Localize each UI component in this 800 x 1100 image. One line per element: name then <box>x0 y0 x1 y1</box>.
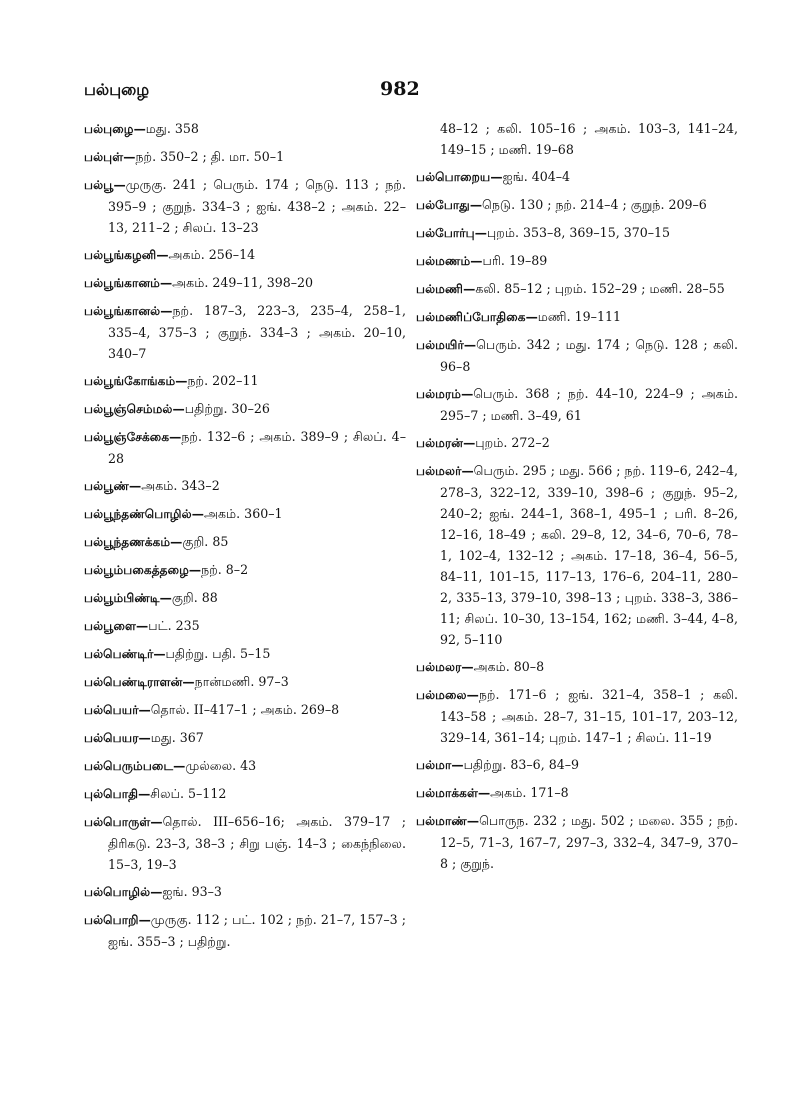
entry-headword: பல்மலர்— <box>416 464 474 478</box>
entry-headword: பல்பூண்— <box>84 479 142 493</box>
entry-headword: பல்மலர— <box>416 660 474 674</box>
entry-references: நற். 171–6 ; ஐங். 321–4, 358–1 ; கலி. 143–58 ; அகம். 28–7, 31–15, 101–17, 203–12, 329–14, 361–14; புறம். 147–1 ; சிலப். 11–19 <box>440 687 738 745</box>
entry-headword: பல்பூளை— <box>84 619 149 633</box>
index-entry <box>416 684 738 748</box>
entry-references: புறம். 272–2 <box>475 435 550 450</box>
index-entry <box>84 755 406 777</box>
index-entry <box>84 244 406 266</box>
entry-headword: பல்பூ— <box>84 178 126 192</box>
entry-references: நற். 350–2 ; தி. மா. 50–1 <box>135 149 285 164</box>
entry-references: குறி. 85 <box>182 534 229 549</box>
index-entry <box>84 671 406 693</box>
entry-headword: பல்மணிப்போதிகை— <box>416 310 538 324</box>
entry-references: பதிற்று. பதி. 5–15 <box>165 646 271 661</box>
entry-references: அகம். 256–14 <box>168 247 256 262</box>
entry-references: பெரும். 342 ; மது. 174 ; நெடு. 128 ; கலி. 96–8 <box>440 337 738 374</box>
entry-references: பொருந. 232 ; மது. 502 ; மலை. 355 ; நற். 12–5, 71–3, 167–7, 297–3, 332–4, 347–9, 370–8 ; குறுந். <box>440 813 738 871</box>
index-entry <box>84 272 406 294</box>
entry-references: அகம். 249–11, 398–20 <box>172 275 314 290</box>
index-entry <box>84 587 406 609</box>
entry-references: மது. 358 <box>145 121 199 136</box>
entry-references: அகம். 80–8 <box>473 659 545 674</box>
entry-headword: பல்பெயர— <box>84 731 151 745</box>
index-entry <box>84 909 406 952</box>
entry-headword: பல்புழை— <box>84 122 146 136</box>
entry-references: நெடு. 130 ; நற். 214–4 ; குறுந். 209–6 <box>482 197 707 212</box>
entry-headword: பல்மணம்— <box>416 254 483 268</box>
entry-references: 48–12 ; கலி. 105–16 ; அகம். 103–3, 141–24, 149–15 ; மணி. 19–68 <box>440 121 738 157</box>
right-column <box>416 118 738 880</box>
entry-headword: புல்பொதி— <box>84 787 151 801</box>
index-entry <box>84 426 406 469</box>
entry-headword: பல்பூந்தண்பொழில்— <box>84 507 204 521</box>
index-entry <box>84 398 406 420</box>
index-entry <box>416 432 738 454</box>
index-entry <box>84 174 406 238</box>
entry-headword: பல்மரன்— <box>416 436 476 450</box>
index-entry <box>416 166 738 188</box>
entry-headword: பல்மலை— <box>416 688 479 702</box>
entry-headword: பல்மா— <box>416 758 464 772</box>
index-entry <box>416 222 738 244</box>
index-entry <box>416 118 738 160</box>
index-entry <box>84 475 406 497</box>
entry-references: அகம். 343–2 <box>141 478 220 493</box>
index-entry <box>416 194 738 216</box>
entry-references: பரி. 19–89 <box>482 253 548 268</box>
index-entry <box>416 250 738 272</box>
running-head: பல்புழை <box>84 80 150 99</box>
entry-headword: பல்பூங்கோங்கம்— <box>84 374 188 388</box>
entry-references: நற். 202–11 <box>187 373 259 388</box>
entry-headword: பல்பெண்டிர்— <box>84 647 166 661</box>
entry-references: பதிற்று. 30–26 <box>184 401 270 416</box>
entry-headword: பல்பெரும்படை— <box>84 759 186 773</box>
entry-headword: பல்மரம்— <box>416 387 474 401</box>
entry-references: நற். 132–6 ; அகம். 389–9 ; சிலப். 4–28 <box>108 429 406 466</box>
entry-headword: பல்பூந்தணக்கம்— <box>84 535 183 549</box>
entry-references: குறி. 88 <box>171 590 218 605</box>
index-entry <box>416 306 738 328</box>
index-entry <box>84 727 406 749</box>
entry-references: ஐங். 93–3 <box>162 884 222 899</box>
entry-references: சிலப். 5–112 <box>150 786 227 801</box>
entry-references: நற். 8–2 <box>201 562 249 577</box>
entry-references: பதிற்று. 83–6, 84–9 <box>463 757 580 772</box>
entry-references: பட். 235 <box>148 618 200 633</box>
index-entry <box>84 559 406 581</box>
entry-headword: பல்புள்— <box>84 150 136 164</box>
index-entry <box>84 146 406 168</box>
entry-references: கலி. 85–12 ; புறம். 152–29 ; மணி. 28–55 <box>475 281 725 296</box>
entry-references: பெரும். 368 ; நற். 44–10, 224–9 ; அகம். 295–7 ; மணி. 3–49, 61 <box>440 386 738 423</box>
entry-headword: பல்பூஞ்செம்மல்— <box>84 402 185 416</box>
entry-references: நற். 187–3, 223–3, 235–4, 258–1, 335–4, 375–3 ; குறுந். 334–3 ; அகம். 20–10, 340–7 <box>108 303 406 361</box>
entry-headword: பல்பொழில்— <box>84 885 163 899</box>
entry-headword: பல்போர்பு— <box>416 226 487 240</box>
entry-references: மது. 367 <box>150 730 204 745</box>
page-number: 982 <box>380 78 420 100</box>
entry-references: முருகு. 112 ; பட். 102 ; நற். 21–7, 157–3 ; ஐங். 355–3 ; பதிற்று. <box>108 912 406 949</box>
entry-references: தொல். III–656–16; அகம். 379–17 ; திரிகடு. 23–3, 38–3 ; சிறு பஞ். 14–3 ; கைந்நிலை. 15–3, 19–3 <box>108 814 406 872</box>
entry-references: நான்மணி. 97–3 <box>194 674 289 689</box>
entry-headword: பல்பெண்டிராளன்— <box>84 675 195 689</box>
index-entry <box>416 754 738 776</box>
entry-references: தொல். II–417–1 ; அகம். 269–8 <box>150 702 340 717</box>
entry-headword: பல்பெயர்— <box>84 703 151 717</box>
index-entry <box>84 370 406 392</box>
index-entry <box>416 383 738 426</box>
entry-references: புறம். 353–8, 369–15, 370–15 <box>486 225 671 240</box>
entry-headword: பல்பூம்பிண்டி— <box>84 591 172 605</box>
entry-references: முருகு. 241 ; பெரும். 174 ; நெடு. 113 ; நற். 395–9 ; குறுந். 334–3 ; ஐங். 438–2 ; அகம். 22–13, 211–2 ; சிலப். 13–23 <box>108 177 406 235</box>
entry-references: ஐங். 404–4 <box>502 169 571 184</box>
entry-headword: பல்பொறைய— <box>416 170 503 184</box>
entry-references: மணி. 19–111 <box>537 309 622 324</box>
index-entry <box>84 881 406 903</box>
index-entry <box>84 503 406 525</box>
entry-headword: பல்போது— <box>416 198 483 212</box>
entry-headword: பல்பூங்கழனி— <box>84 248 169 262</box>
index-entry <box>84 300 406 364</box>
index-entry <box>416 656 738 678</box>
index-entry <box>84 615 406 637</box>
index-entry <box>416 334 738 377</box>
index-entry <box>416 460 738 650</box>
entry-references: அகம். 171–8 <box>490 785 569 800</box>
index-entry <box>416 782 738 804</box>
entry-headword: பல்மாக்கள்— <box>416 786 491 800</box>
index-entry <box>84 531 406 553</box>
index-entry <box>84 118 406 140</box>
entry-headword: பல்பொருள்— <box>84 815 163 829</box>
entry-headword: பல்பொறி— <box>84 913 151 927</box>
page-header <box>84 78 720 108</box>
left-column <box>84 118 406 958</box>
entry-headword: பல்பூம்பகைத்தழை— <box>84 563 202 577</box>
entry-references: அகம். 360–1 <box>203 506 283 521</box>
index-entry <box>416 278 738 300</box>
entry-headword: பல்மாண்— <box>416 814 480 828</box>
entry-headword: பல்மணி— <box>416 282 476 296</box>
index-entry <box>84 811 406 875</box>
entry-headword: பல்பூஞ்சேக்கை— <box>84 430 182 444</box>
index-entry <box>416 810 738 874</box>
entry-headword: பல்பூங்கானம்— <box>84 276 173 290</box>
entry-references: முல்லை. 43 <box>185 758 257 773</box>
entry-headword: பல்மயிர்— <box>416 338 477 352</box>
index-entry <box>84 699 406 721</box>
entry-headword: பல்பூங்கானல்— <box>84 304 173 318</box>
entry-references: பெரும். 295 ; மது. 566 ; நற். 119–6, 242–4, 278–3, 322–12, 339–10, 398–6 ; குறுந். 95–2, 240–2; ஐங். 244–1, 368–1, 495–1 ; பரி. 8–26, 12–16, 18–49 ; கலி. 29–8, 12, 34–6, 70–6, 78–1, 102–4, 132–12 ; அகம். 17–18, 36–4, 56–5, 84–11, 101–15, 117–13, 176–6, 204–11, 280–2, 335–13, 379–10, 398–13 ; புறம். 338–3, 386–11; சிலப். 10–30, 13–154, 162; மணி. 3–44, 4–8, 92, 5–110 <box>440 463 738 647</box>
index-entry <box>84 643 406 665</box>
index-entry <box>84 783 406 805</box>
